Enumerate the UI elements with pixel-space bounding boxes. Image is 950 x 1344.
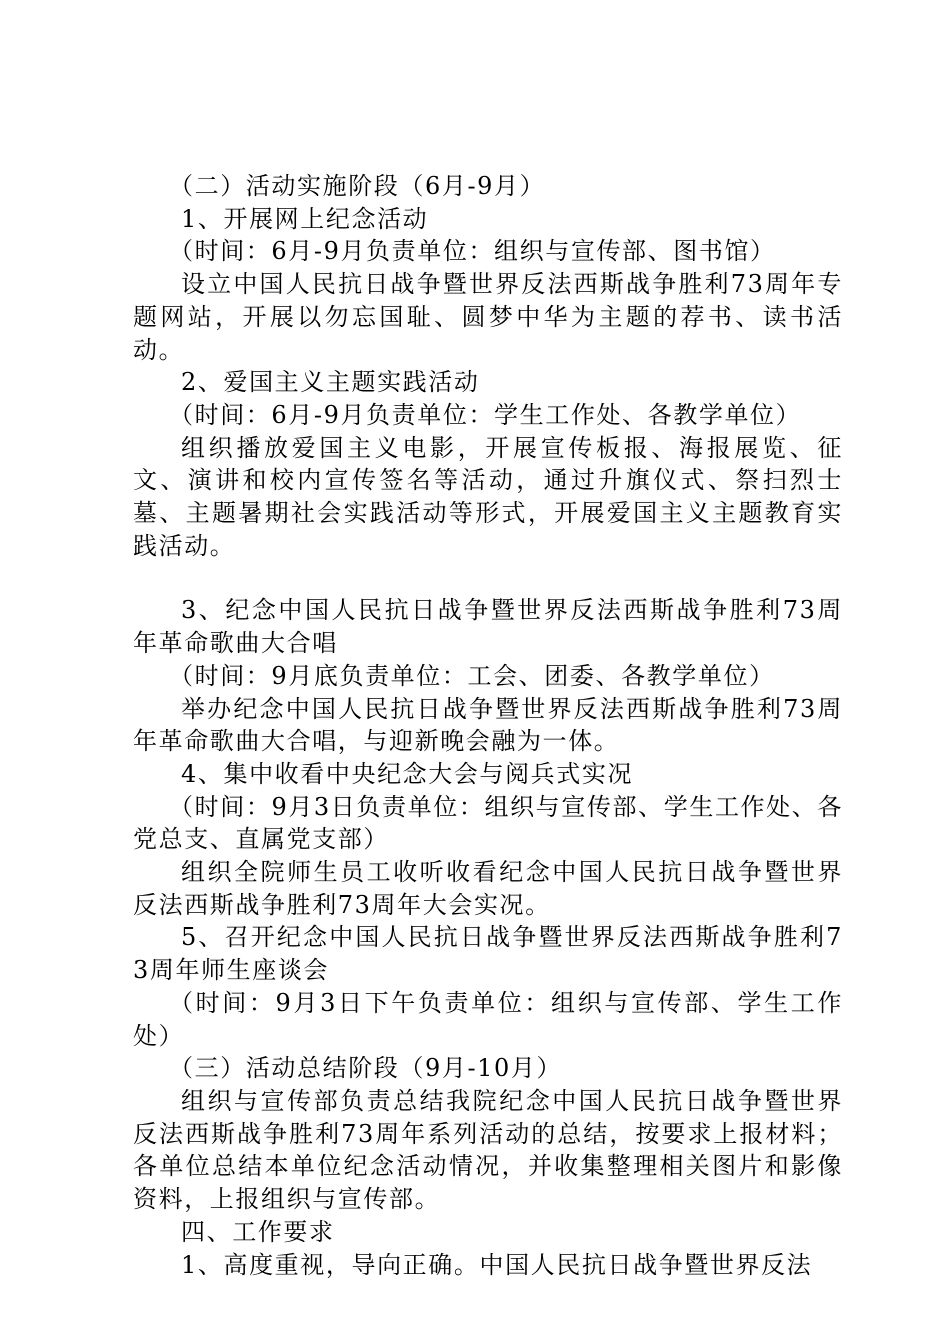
- time-responsibility-note: （时间：9月3日负责单位：组织与宣传部、学生工作处、各党总支、直属党支部）: [133, 792, 843, 854]
- time-responsibility-note: （时间：9月底负责单位：工会、团委、各教学单位）: [169, 661, 775, 690]
- body-paragraph: 组织播放爱国主义电影，开展宣传板报、海报展览、征文、演讲和校内宣传签名等活动，通过升旗仪式、祭扫烈士墓、主题暑期社会实践活动等形式，开展爱国主义主题教育实践活动。: [133, 433, 843, 560]
- body-paragraph: 举办纪念中国人民抗日战争暨世界反法西斯战争胜利73周年革命歌曲大合唱，与迎新晚会融为一体。: [133, 694, 843, 756]
- body-paragraph: 组织与宣传部负责总结我院纪念中国人民抗日战争暨世界反法西斯战争胜利73周年系列活动的总结，按要求上报材料；各单位总结本单位纪念活动情况，并收集整理相关图片和影像资料，上报组织与宣传部。: [133, 1086, 843, 1214]
- phase-heading-summary: （三）活动总结阶段（9月-10月）: [169, 1054, 563, 1083]
- item-heading-symposium: 5、召开纪念中国人民抗日战争暨世界反法西斯战争胜利73周年师生座谈会: [133, 923, 843, 985]
- item-heading-online-activities: 1、开展网上纪念活动: [181, 204, 429, 233]
- time-responsibility-note: （时间：6月-9月负责单位：学生工作处、各教学单位）: [169, 400, 802, 429]
- phase-heading-implementation: （二）活动实施阶段（6月-9月）: [169, 172, 546, 200]
- time-responsibility-note: （时间：9月3日下午负责单位：组织与宣传部、学生工作处）: [133, 988, 843, 1050]
- item-heading-watch-ceremony: 4、集中收看中央纪念大会与阅兵式实况: [181, 759, 634, 788]
- paragraph-spacer: [133, 562, 843, 594]
- section-heading-requirements: 四、工作要求: [181, 1217, 335, 1246]
- item-heading-patriotic-practice: 2、爱国主义主题实践活动: [181, 368, 480, 397]
- time-responsibility-note: （时间：6月-9月负责单位：组织与宣传部、图书馆）: [169, 237, 776, 266]
- document-body: [133, 170, 843, 1281]
- item-heading-chorus: 3、纪念中国人民抗日战争暨世界反法西斯战争胜利73周年革命歌曲大合唱: [133, 596, 843, 658]
- body-paragraph: 设立中国人民抗日战争暨世界反法西斯战争胜利73周年专题网站，开展以勿忘国耻、圆梦中华为主题的荐书、读书活动。: [133, 270, 843, 364]
- body-paragraph: 组织全院师生员工收听收看纪念中国人民抗日战争暨世界反法西斯战争胜利73周年大会实况。: [133, 858, 843, 919]
- item-heading-orientation: 1、高度重视，导向正确。中国人民抗日战争暨世界反法: [181, 1250, 813, 1279]
